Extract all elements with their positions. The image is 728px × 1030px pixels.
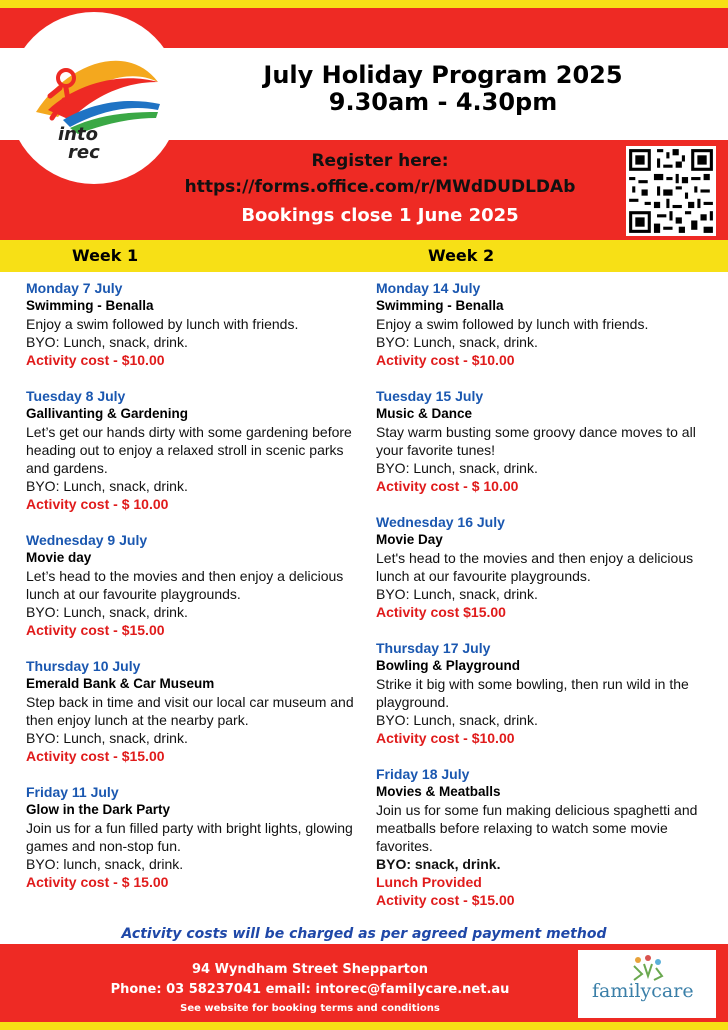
payment-notice: Activity costs will be charged as per agreed payment method (121, 926, 607, 942)
activity-cost: Activity cost - $ 15.00 (26, 874, 169, 890)
activity-description: Enjoy a swim followed by lunch with friends. (26, 316, 299, 332)
activity-name: Movie Day (376, 532, 443, 547)
qr-code[interactable] (626, 146, 716, 236)
activity-day: Wednesday 16 July (376, 514, 505, 530)
intorec-logo-icon (8, 12, 180, 184)
activity-day: Monday 7 July (26, 280, 123, 296)
activity-byo: BYO: snack, drink. (376, 856, 501, 872)
activity-description: Let’s get our hands dirty with some gardening before heading out to enjoy a relaxed stroll in scenic parks and gardens. (26, 424, 352, 476)
week-1-column (26, 279, 356, 909)
activity-item (26, 387, 356, 513)
activity-byo: BYO: Lunch, snack, drink. (26, 478, 188, 494)
activity-cost: Activity cost - $15.00 (376, 892, 515, 908)
activity-description: Strike it big with some bowling, then run wild in the playground. (376, 676, 689, 710)
activity-byo: BYO: Lunch, snack, drink. (26, 334, 188, 350)
activity-item (26, 657, 356, 765)
activity-cost: Activity cost - $ 10.00 (26, 496, 169, 512)
familycare-logo (578, 950, 716, 1018)
activity-name: Emerald Bank & Car Museum (26, 676, 215, 691)
footer-address: 94 Wyndham Street Shepparton (191, 962, 429, 977)
activity-item (376, 765, 716, 909)
activity-item (376, 513, 716, 621)
activity-cost: Activity cost - $ 10.00 (376, 478, 519, 494)
activity-name: Movie day (26, 550, 92, 565)
bookings-close-text: Bookings close 1 June 2025 (241, 205, 519, 226)
week-2-column (376, 279, 716, 927)
activity-cost: Activity cost - $10.00 (376, 730, 515, 746)
register-label: Register here: (311, 151, 449, 171)
activity-day: Tuesday 8 July (26, 388, 126, 404)
activity-name: Swimming - Benalla (26, 298, 154, 313)
svg-text:into: into (58, 124, 98, 145)
program-title (228, 62, 658, 116)
lunch-provided-note: Lunch Provided (376, 874, 482, 890)
register-block (160, 148, 600, 200)
activity-day: Thursday 17 July (376, 640, 491, 656)
activity-item (376, 279, 716, 369)
footer-phone-email[interactable]: Phone: 03 58237041 email: intorec@familycare.net.au (110, 982, 510, 997)
activity-cost: Activity cost - $10.00 (26, 352, 165, 368)
activity-day: Friday 18 July (376, 766, 470, 782)
activity-item (376, 639, 716, 747)
week-1-label: Week 1 (72, 246, 139, 265)
activity-cost: Activity cost - $15.00 (26, 622, 165, 638)
activity-day: Tuesday 15 July (376, 388, 484, 404)
activity-description: Step back in time and visit our local car museum and then enjoy lunch at the nearby park. (26, 694, 354, 728)
activity-day: Monday 14 July (376, 280, 481, 296)
activity-description: Stay warm busting some groovy dance moves to all your favorite tunes! (376, 424, 696, 458)
activity-name: Glow in the Dark Party (26, 802, 171, 817)
activity-description: Let’s head to the movies and then enjoy a delicious lunch at our favourite playgrounds. (26, 568, 344, 602)
activity-description: Enjoy a swim followed by lunch with friends. (376, 316, 649, 332)
title-line-1: July Holiday Program 2025 (263, 61, 623, 89)
week-2-label: Week 2 (428, 246, 495, 265)
activity-cost: Activity cost - $15.00 (26, 748, 165, 764)
activity-byo: BYO: Lunch, snack, drink. (376, 586, 538, 602)
footer-terms: See website for booking terms and conditions (180, 1003, 440, 1014)
qr-code-icon (626, 146, 716, 236)
activity-item (26, 531, 356, 639)
activity-byo: BYO: Lunch, snack, drink. (376, 334, 538, 350)
activity-cost: Activity cost $15.00 (376, 604, 506, 620)
activity-name: Swimming - Benalla (376, 298, 504, 313)
activity-item (376, 387, 716, 495)
activity-name: Movies & Meatballs (376, 784, 501, 799)
activity-name: Gallivanting & Gardening (26, 406, 189, 421)
activity-name: Bowling & Playground (376, 658, 520, 673)
activity-byo: BYO: lunch, snack, drink. (26, 856, 184, 872)
register-link[interactable]: https://forms.office.com/r/MWdDUDLDAb (184, 177, 576, 197)
activity-description: Join us for a fun filled party with bright lights, glowing games and non-stop fun. (26, 820, 353, 854)
title-line-2: 9.30am - 4.30pm (328, 88, 558, 116)
activity-name: Music & Dance (376, 406, 473, 421)
familycare-wordmark: familycare (592, 980, 694, 1002)
svg-text:rec: rec (68, 142, 100, 163)
activity-description: Let's head to the movies and then enjoy a delicious lunch at our favourite playgrounds. (376, 550, 694, 584)
activity-day: Friday 11 July (26, 784, 119, 800)
activity-byo: BYO: Lunch, snack, drink. (26, 604, 188, 620)
activity-byo: BYO: Lunch, snack, drink. (26, 730, 188, 746)
activity-day: Wednesday 9 July (26, 532, 148, 548)
activity-item (26, 783, 356, 891)
footer-yellow-stripe (0, 1022, 728, 1030)
intorec-logo (8, 12, 180, 184)
activity-cost: Activity cost - $10.00 (376, 352, 515, 368)
activity-description: Join us for some fun making delicious spaghetti and meatballs before relaxing to watch some movie favorites. (376, 802, 698, 854)
activity-item (26, 279, 356, 369)
activity-byo: BYO: Lunch, snack, drink. (376, 712, 538, 728)
activity-day: Thursday 10 July (26, 658, 141, 674)
top-yellow-stripe (0, 0, 728, 8)
activity-byo: BYO: Lunch, snack, drink. (376, 460, 538, 476)
footer-contact (90, 960, 530, 1018)
